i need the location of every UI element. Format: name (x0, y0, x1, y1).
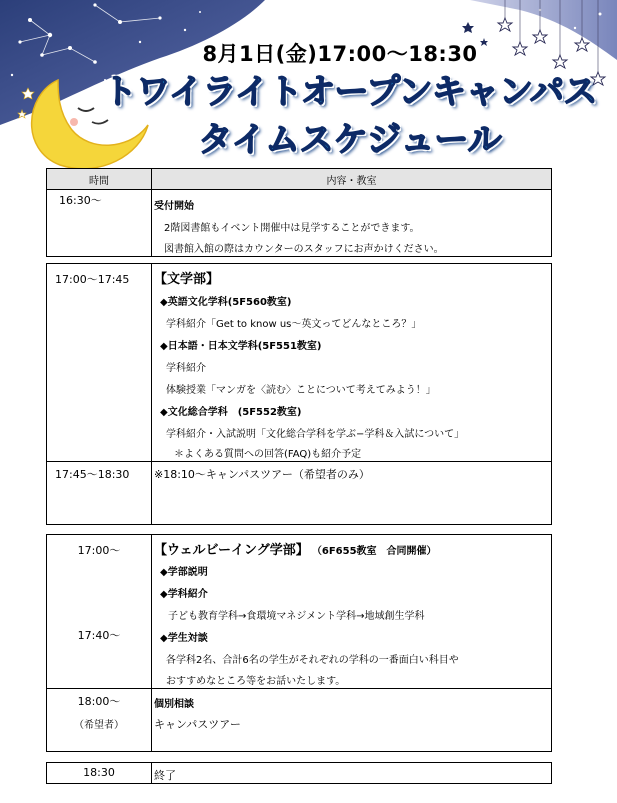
wellbeing-time-talk: 17:40〜 (77, 629, 121, 642)
event-date: 8月1日(金)17:00〜18:30 (202, 42, 478, 66)
literature-tour-row (47, 462, 551, 525)
title-line-1: トワイライトオープンキャンパス (103, 72, 597, 112)
reception-time: 16:30〜 (59, 194, 102, 207)
title-line-2: タイムスケジュール (198, 120, 502, 160)
schedule-table-closing (46, 762, 552, 784)
literature-row (47, 264, 551, 461)
content-column-header: 内容・教室 (326, 176, 377, 187)
culture-dept-intro: 学科紹介・入試説明「文化総合学科を学ぶ−学科＆入試について」 (166, 429, 465, 440)
japanese-dept-intro: 学科紹介 (166, 363, 206, 374)
consult-note: （希望者） (74, 720, 124, 731)
consult-time: 18:00〜 (77, 695, 121, 708)
reception-note-1: 2階図書館もイベント開催中は見学することができます。 (164, 223, 420, 234)
wellbeing-talk-note-2: おすすめなところ等をお話いたします。 (166, 676, 346, 687)
wellbeing-item-faculty-intro: ◆学部説明 (160, 567, 208, 578)
closing-label: 終了 (154, 769, 176, 782)
schedule-table-reception (46, 168, 552, 257)
japanese-dept: ◆日本語・日本文学科(5F551教室) (160, 341, 322, 352)
schedule-table-wellbeing (46, 534, 552, 752)
english-dept-intro: 学科紹介「Get to know us〜英文ってどんなところ？」 (166, 319, 422, 330)
consult-tour: キャンパスツアー (154, 718, 241, 731)
culture-dept: ◆文化総合学科 (5F552教室) (160, 407, 302, 418)
culture-dept-faq: ＊よくある質問への回答(FAQ)も紹介予定 (174, 449, 362, 460)
wellbeing-item-dept-intro: ◆学科紹介 (160, 589, 208, 600)
wellbeing-room: （6F655教室 合同開催） (311, 546, 437, 557)
literature-time: 17:00〜17:45 (55, 273, 130, 286)
consult-row (47, 689, 551, 752)
wellbeing-dept-order: 子ども教育学科→食環境マネジメント学科→地域創生学科 (168, 611, 425, 622)
english-dept: ◆英語文化学科(5F560教室) (160, 297, 292, 308)
header (0, 0, 617, 170)
reception-heading: 受付開始 (154, 201, 194, 212)
time-column-header: 時間 (89, 176, 109, 187)
literature-faculty: 【文学部】 (154, 272, 220, 287)
literature-tour: ※18:10〜キャンパスツアー（希望者のみ） (154, 468, 370, 481)
wellbeing-item-talk: ◆学生対談 (160, 633, 208, 644)
wellbeing-time-start: 17:00〜 (77, 544, 121, 557)
literature-tour-time: 17:45〜18:30 (55, 468, 130, 481)
reception-row (47, 190, 551, 257)
japanese-dept-trial: 体験授業「マンガを〈読む〉ことについて考えてみよう！」 (166, 385, 436, 396)
table-header-row (47, 169, 551, 189)
wellbeing-faculty: 【ウェルビーイング学部】 (154, 543, 309, 558)
consult-label: 個別相談 (154, 699, 194, 710)
schedule-table-literature (46, 263, 552, 525)
wellbeing-talk-note-1: 各学科2名、合計6名の学生がそれぞれの学科の一番面白い科目や (166, 655, 459, 666)
reception-note-2: 図書館入館の際はカウンターのスタッフにお声かけください。 (164, 244, 444, 255)
wellbeing-row (47, 535, 551, 688)
closing-time: 18:30 (83, 766, 115, 779)
